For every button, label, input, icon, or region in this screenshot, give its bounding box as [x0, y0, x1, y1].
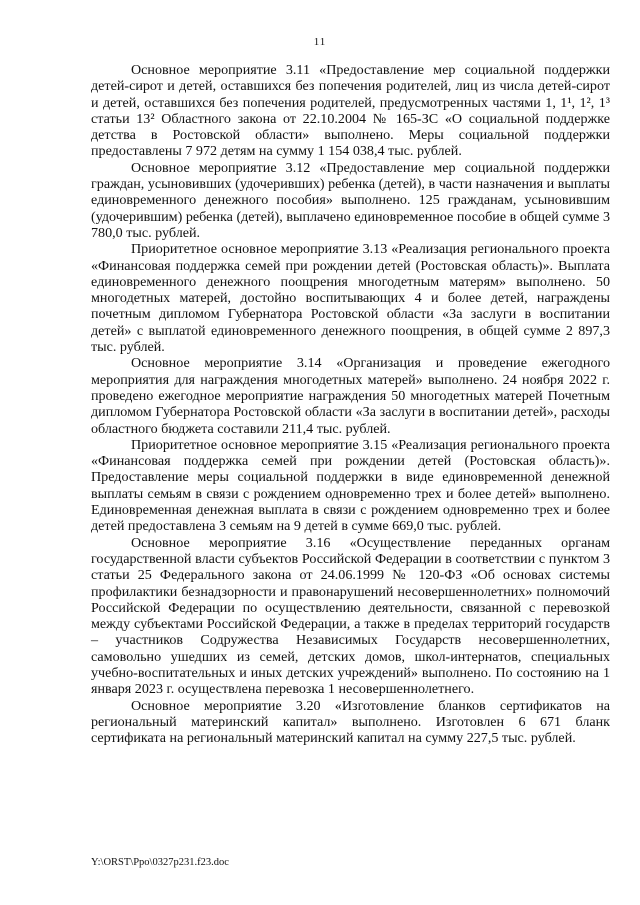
document-body [91, 62, 610, 746]
paragraph-measure-3-20: Основное мероприятие 3.20 «Изготовление бланков сертификатов на региональный материнский капитал» выполнено. Изготовлен 6 671 бланк сертификата на региональный материнский капитал на сумму 227,5 тыс. рублей. [91, 697, 610, 747]
paragraph-measure-3-15: Приоритетное основное мероприятие 3.15 «Реализация регионального проекта «Финансовая поддержка семей при рождении детей (Ростовская область)». Предоставление меры социальной поддержки в виде единовременной денежной выплаты семьям в связи с рождением одновременно трех и более детей» выполнено. Единовременная денежная выплата в связи с рождением одновременно трех и более детей предоставлена 3 семьям на 9 детей в сумме 669,0 тыс. рублей. [91, 436, 610, 535]
paragraph-measure-3-13: Приоритетное основное мероприятие 3.13 «Реализация регионального проекта «Финансовая поддержка семей при рождении детей (Ростовская область)». Выплата единовременного денежного поощрения многодетным матерям» выполнено. 50 многодетных матерей, достойно воспитывающих 4 и более детей, награждены почетным дипломом Губернатора Ростовской области «За заслуги в воспитании детей» с выплатой единовременного денежного поощрения, в общей сумме 2 897,3 тыс. рублей. [91, 241, 610, 356]
footer-file-path: Y:\ORST\Ppo\0327p231.f23.doc [91, 857, 229, 868]
paragraph-measure-3-11: Основное мероприятие 3.11 «Предоставление мер социальной поддержки детей-сирот и детей, оставшихся без попечения родителей, лиц из числа детей-сирот и детей, оставшихся без попечения родителей, предусмотренных частями 1, 1¹, 1², 1³ статьи 13² Областного закона от 22.10.2004 № 165-ЗС «О социальной поддержке детства в Ростовской области» выполнено. Меры социальной поддержки предоставлены 7 972 детям на сумму 1 154 038,4 тыс. рублей. [91, 62, 610, 160]
paragraph-measure-3-12: Основное мероприятие 3.12 «Предоставление мер социальной поддержки граждан, усыновивших (удочеривших) ребенка (детей), в части назначения и выплаты единовременного денежного пособия» выполнено. 125 гражданам, усыновившим (удочерившим) ребенка (детей), выплачено единовременное пособие в общей сумме 3 780,0 тыс. рублей. [91, 159, 610, 241]
paragraph-measure-3-16: Основное мероприятие 3.16 «Осуществление переданных органам государственной власти субъектов Российской Федерации в соответствии с пунктом 3 статьи 25 Федерального закона от 24.06.1999 № 120-ФЗ «Об основах системы профилактики безнадзорности и правонарушений несовершеннолетних» полномочий Российской Федерации по осуществлению деятельности, связанной с перевозкой между субъектами Российской Федерации, а также в пределах территорий государств – участников Содружества Независимых Государств несовершеннолетних, самовольно ушедших из семей, детских домов, школ-интернатов, специальных учебно-воспитательных и иных детских учреждений» выполнено. По состоянию на 1 января 2023 г. осуществлена перевозка 1 несовершеннолетнего. [91, 534, 610, 698]
page-number: 11 [313, 36, 327, 48]
paragraph-measure-3-14: Основное мероприятие 3.14 «Организация и проведение ежегодного мероприятия для награждения многодетных матерей» выполнено. 24 ноября 2022 г. проведено ежегодное мероприятие награждения 50 многодетных матерей Почетным дипломом Губернатора Ростовской области «За заслуги в воспитании детей», расходы областного бюджета составили 211,4 тыс. рублей. [91, 355, 610, 437]
